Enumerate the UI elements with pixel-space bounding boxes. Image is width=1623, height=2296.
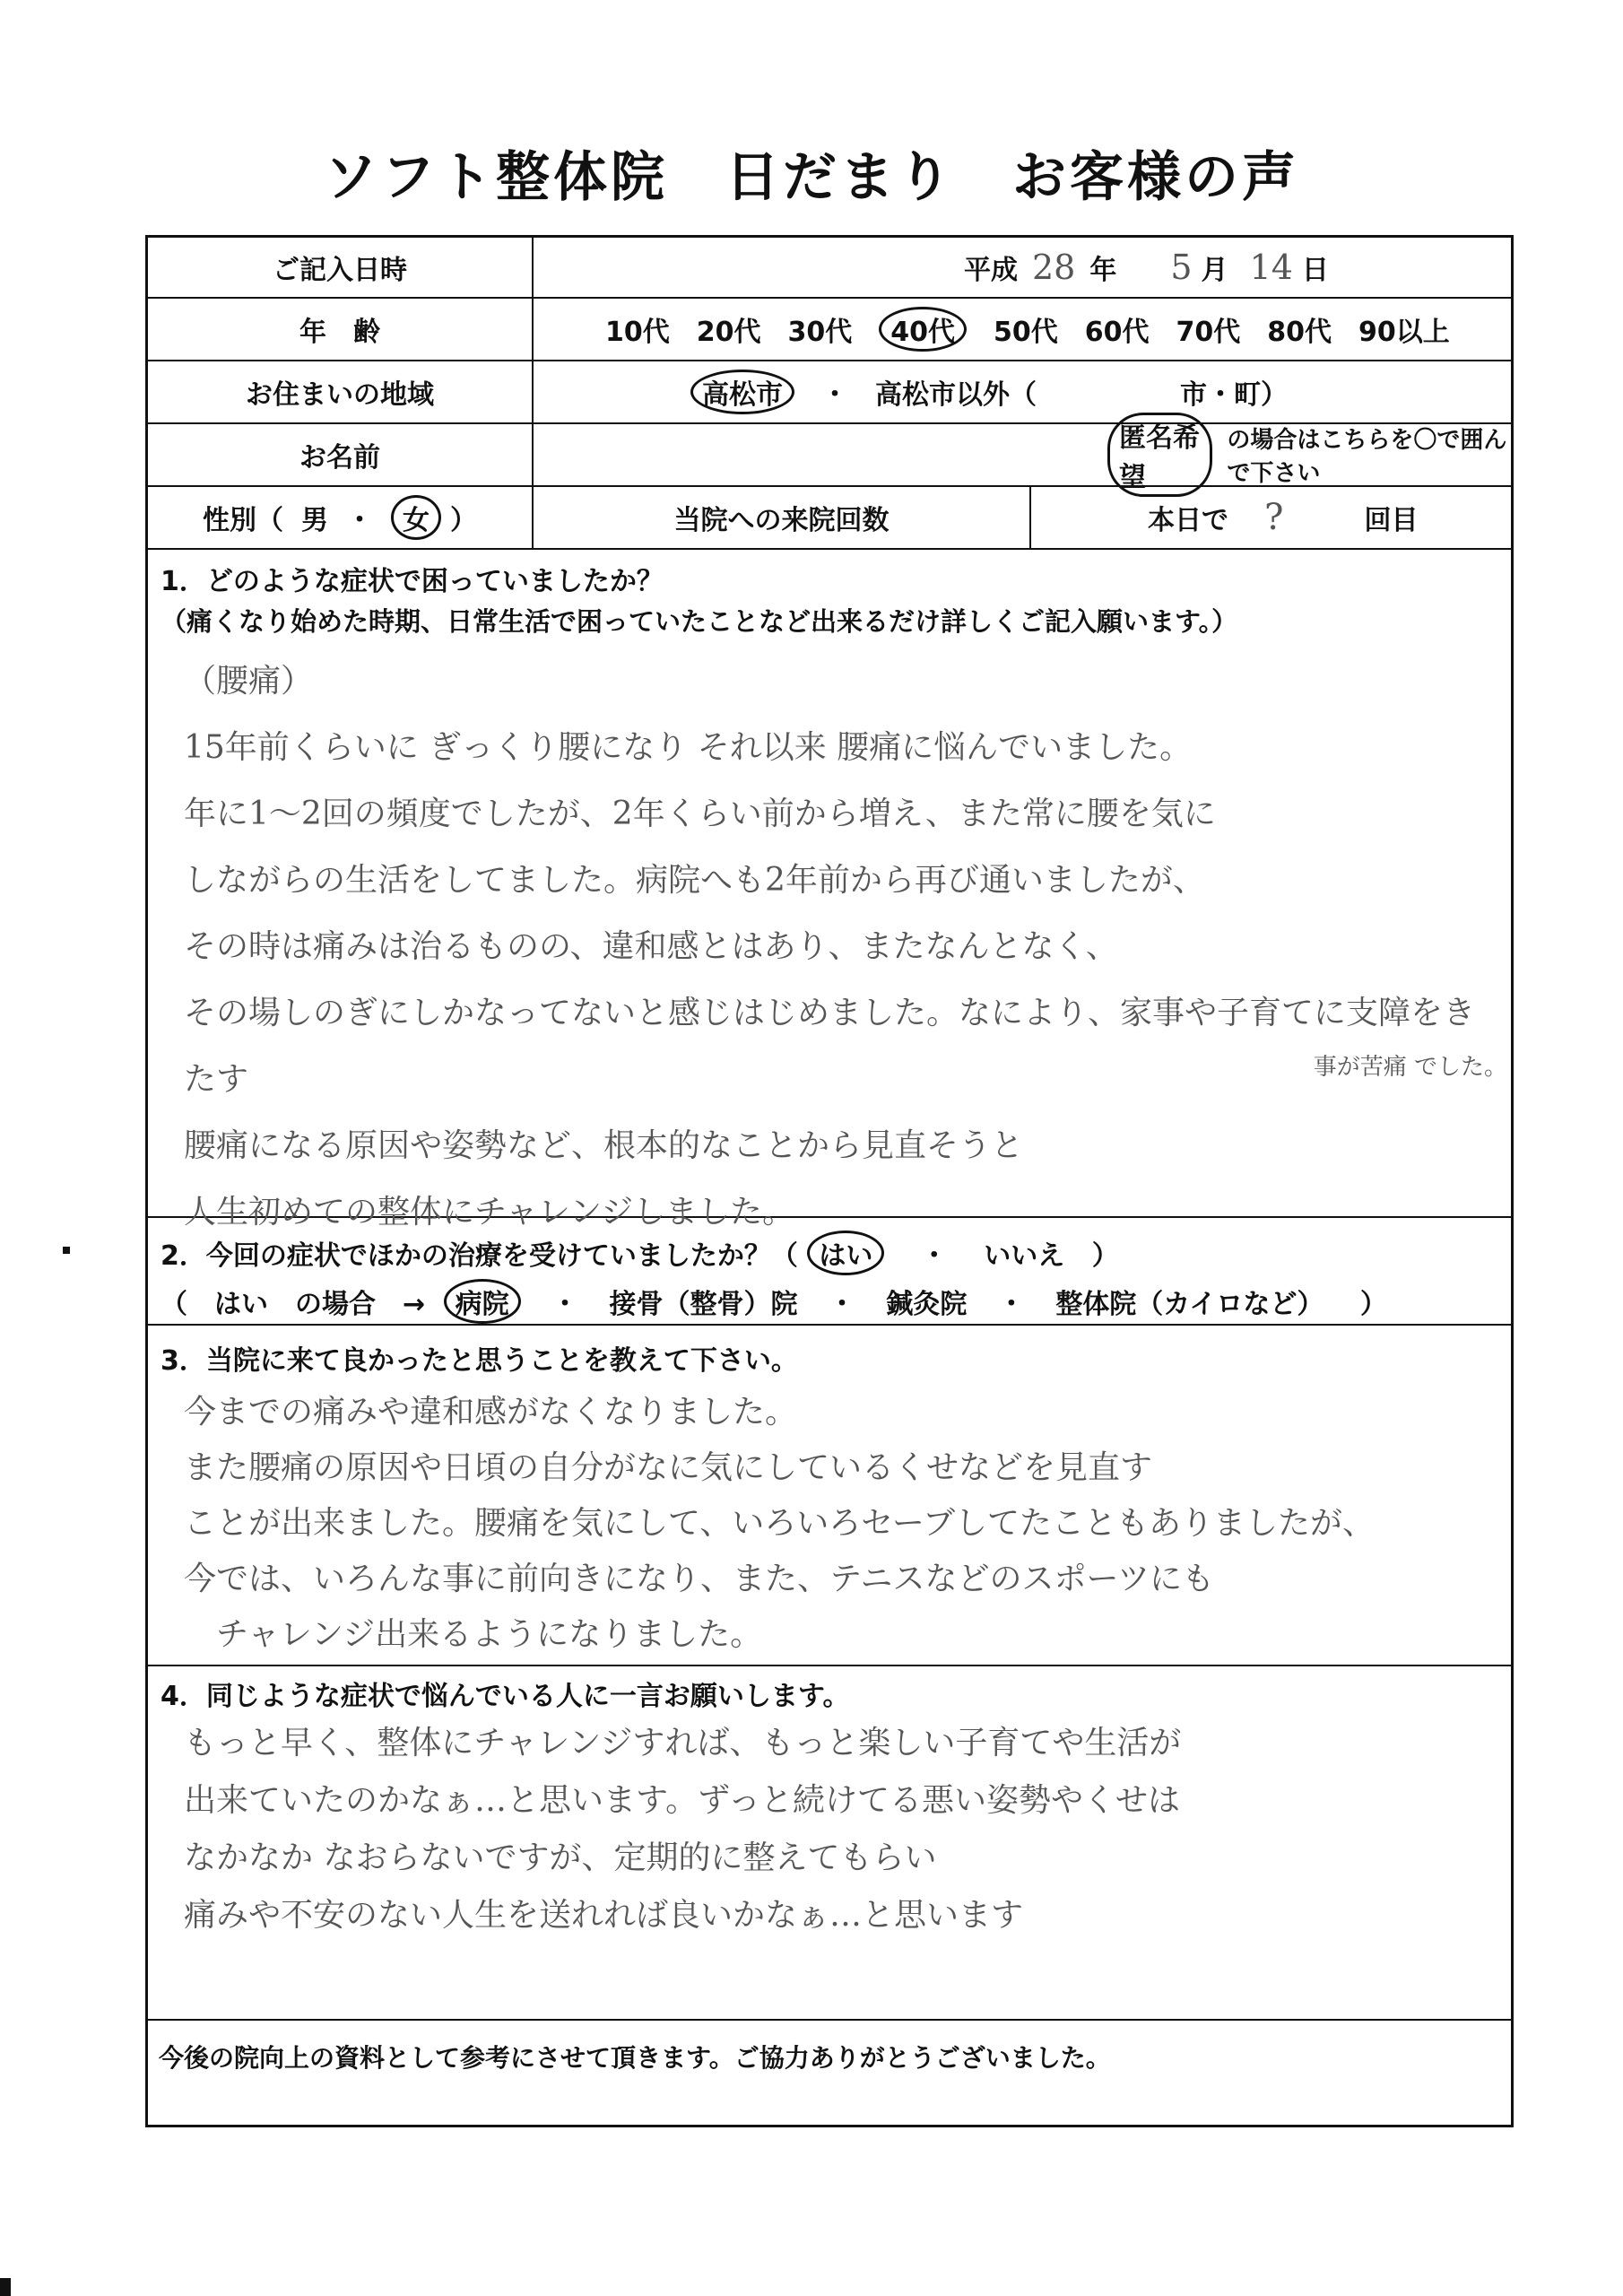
month-unit: 月 <box>1201 255 1228 286</box>
survey-form <box>145 235 1514 2127</box>
region-value <box>534 361 1511 422</box>
q2-yes[interactable]: はい <box>807 1231 884 1275</box>
region-option-takamatsu[interactable]: 高松市 <box>690 370 794 414</box>
age-label: 年 齢 <box>148 299 534 360</box>
footer-note: 今後の院向上の資料として参考にさせて頂きます。ご協力ありがとうございました。 <box>159 2043 1111 2073</box>
section-q3 <box>148 1326 1511 1666</box>
q4-answer: もっと早く、整体にチャレンジすれば、もっと楽しい子育てや生活が 出来ていたのかなぁ…と思います。ずっと続けてる悪い姿勢やくせは なかなか なおらないですが、定期的に整えてもらい 痛みや不安のない人生を送れれば良いかなぁ…と思います <box>184 1725 1182 1934</box>
visits-value <box>1031 487 1511 548</box>
section-q4 <box>148 1666 1511 2021</box>
age-option[interactable]: 30代 <box>787 317 853 348</box>
scan-speck <box>63 1247 70 1254</box>
age-option[interactable]: 90以上 <box>1358 317 1450 348</box>
section-q2 <box>148 1218 1511 1326</box>
age-option-selected[interactable]: 40代 <box>879 307 967 352</box>
age-option[interactable]: 60代 <box>1084 317 1150 348</box>
q3-answer: 今までの痛みや違和感がなくなりました。 また腰痛の原因や日頃の自分がなに気にしているくせなどを見直す ことが出来ました。腰痛を気にして、いろいろセーブしてたこともありましたが、 今では、いろんな事に前向きになり、また、テニスなどのスポーツにも チャレンジ出来るようになりました。 <box>184 1394 1376 1653</box>
q2-line1 <box>161 1231 1119 1275</box>
q2-option-seitai[interactable]: 整体院（カイロなど） <box>1055 1289 1324 1320</box>
era: 平成 <box>964 255 1018 286</box>
row-gender-visits <box>148 487 1511 550</box>
age-options <box>534 299 1511 360</box>
row-region <box>148 361 1511 424</box>
day-unit: 日 <box>1301 255 1329 286</box>
row-age <box>148 299 1511 361</box>
q4-title: 4．同じような症状で悩んでいる人に一言お願いします。 <box>161 1681 850 1712</box>
entry-date-value <box>534 238 1511 297</box>
anonymous-note: の場合はこちらを〇で囲んで下さい <box>1227 427 1507 487</box>
region-suffix: 市・町） <box>1180 379 1288 411</box>
page-title: ソフト整体院 日だまり お客様の声 <box>324 146 1299 209</box>
gender-label-end: ） <box>450 505 477 536</box>
visits-label: 当院への来院回数 <box>534 487 1031 548</box>
row-name <box>148 422 1511 493</box>
entry-date-label: ご記入日時 <box>148 238 534 297</box>
day-value: 14 <box>1249 248 1293 287</box>
visits-today-label: 本日で <box>1148 505 1228 536</box>
name-value <box>534 422 1511 493</box>
visits-count: ? <box>1264 497 1284 538</box>
q2-line2-end: ） <box>1359 1289 1387 1320</box>
q2-no[interactable]: いいえ <box>984 1240 1065 1272</box>
name-label: お名前 <box>148 424 534 485</box>
q2-option-shinkyu[interactable]: 鍼灸院 <box>886 1289 968 1320</box>
section-q1 <box>148 550 1511 1231</box>
gender-male[interactable]: 男 <box>301 505 328 536</box>
age-option[interactable]: 70代 <box>1176 317 1241 348</box>
age-option[interactable]: 80代 <box>1267 317 1332 348</box>
scan-edge-mark <box>0 2278 11 2296</box>
age-option[interactable]: 10代 <box>605 317 670 348</box>
q1-subtitle: （痛くなり始めた時期、日常生活で困っていたことなど出来るだけ詳しくご記入願います。） <box>161 606 1238 637</box>
q1-side-note: 事が苦痛 でした。 <box>1313 1054 1507 1081</box>
region-label: お住まいの地域 <box>148 361 534 422</box>
q1-answer: （腰痛） 15年前くらいに ぎっくり腰になり それ以来 腰痛に悩んでいました。 年に1〜2回の頻度でしたが、2年くらい前から増え、また常に腰を気に しながらの生活をしてました。病院へも2年前から再び通いましたが、 その時は痛みは治るものの、違和感とはあり、またなんとなく、 その場しのぎにしかなってないと感じはじめました。なにより、家事や子育てに支障をきたす 腰痛になる原因や姿勢など、根本的なことから見直そうと 人生初めての整体にチャレンジしました。 <box>184 663 1476 1231</box>
q2-option-hospital[interactable]: 病院 <box>444 1279 521 1324</box>
age-option[interactable]: 50代 <box>994 317 1058 348</box>
q1-title: 1．どのような症状で困っていましたか？ <box>161 566 664 597</box>
gender-label: 性別（ <box>203 505 283 536</box>
row-entry-date <box>148 238 1511 299</box>
month-value: 5 <box>1170 248 1193 287</box>
q2-line2-prefix: （ はい の場合 → <box>161 1289 426 1320</box>
anonymous-option[interactable]: 匿名希望 <box>1107 413 1212 497</box>
q2-title: 2．今回の症状でほかの治療を受けていましたか？（ <box>161 1240 798 1272</box>
gender-field <box>148 487 534 548</box>
q2-title-end: ） <box>1091 1240 1119 1272</box>
q3-title: 3．当院に来て良かったと思うことを教えて下さい。 <box>161 1345 798 1377</box>
q2-separator: ・ <box>920 1240 948 1272</box>
q2-option-seikotsu[interactable]: 接骨（整骨）院 <box>609 1289 798 1320</box>
age-option[interactable]: 20代 <box>696 317 761 348</box>
q2-line2: （ はい の場合 → 病院 ・ 接骨（整骨）院 ・ 鍼灸院 ・ 整体院（カイロなど） ） <box>161 1279 1387 1324</box>
gender-female[interactable]: 女 <box>391 495 441 540</box>
year-unit: 年 <box>1089 255 1117 286</box>
region-option-other[interactable]: 高松市以外（ <box>875 379 1037 411</box>
region-separator: ・ <box>821 379 848 411</box>
year-value: 28 <box>1032 248 1076 287</box>
visits-unit: 回目 <box>1364 505 1419 536</box>
gender-separator: ・ <box>346 505 373 536</box>
